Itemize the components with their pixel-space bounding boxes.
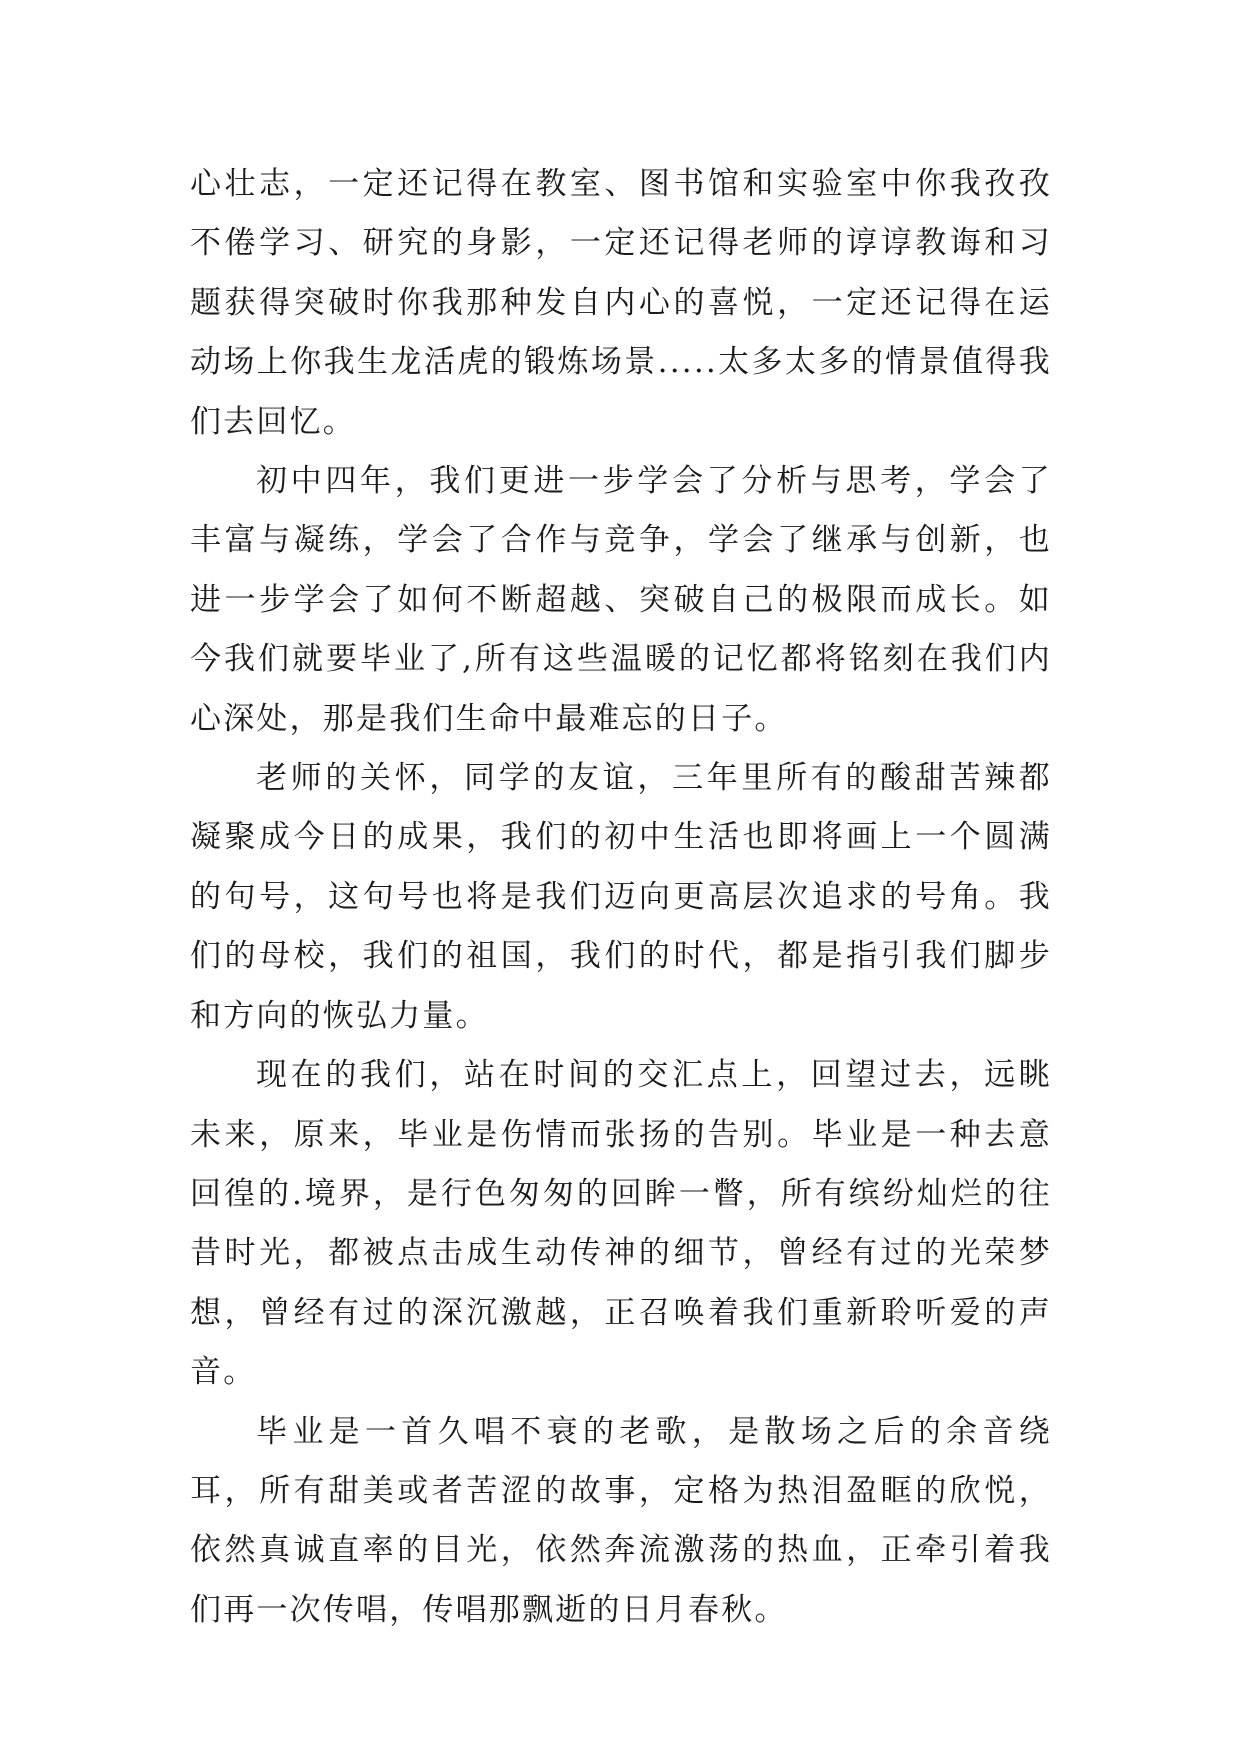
paragraph-2: 初中四年，我们更进一步学会了分析与思考，学会了丰富与凝练，学会了合作与竞争，学会了继承与创新，也进一步学会了如何不断超越、突破自己的极限而成长。如今我们就要毕业了,所有这些温暖的记忆都将铭刻在我们内心深处，那是我们生命中最难忘的日子。 (190, 463, 1052, 737)
document-body (190, 155, 1052, 1640)
paragraph-4: 现在的我们，站在时间的交汇点上，回望过去，远眺未来，原来，毕业是伤情而张扬的告别。毕业是一种去意回徨的.境界，是行色匆匆的回眸一瞥，所有缤纷灿烂的往昔时光，都被点击成生动传神的细节，曾经有过的光荣梦想，曾经有过的深沉激越，正召唤着我们重新聆听爱的声音。 (190, 1057, 1052, 1391)
paragraph-5: 毕业是一首久唱不衰的老歌，是散场之后的余音绕耳，所有甜美或者苦涩的故事，定格为热泪盈眶的欣悦，依然真诚直率的目光，依然奔流激荡的热血，正牵引着我们再一次传唱，传唱那飘逝的日月春秋。 (190, 1413, 1052, 1628)
paragraph-1: 心壮志，一定还记得在教室、图书馆和实验室中你我孜孜不倦学习、研究的身影，一定还记得老师的谆谆教诲和习题获得突破时你我那种发自内心的喜悦，一定还记得在运动场上你我生龙活虎的锻炼场景.....太多太多的情景值得我们去回忆。 (190, 166, 1052, 440)
paragraph-3: 老师的关怀，同学的友谊，三年里所有的酸甜苦辣都凝聚成今日的成果，我们的初中生活也即将画上一个圆满的句号，这句号也将是我们迈向更高层次追求的号角。我们的母校，我们的祖国，我们的时代，都是指引我们脚步和方向的恢弘力量。 (190, 760, 1052, 1034)
